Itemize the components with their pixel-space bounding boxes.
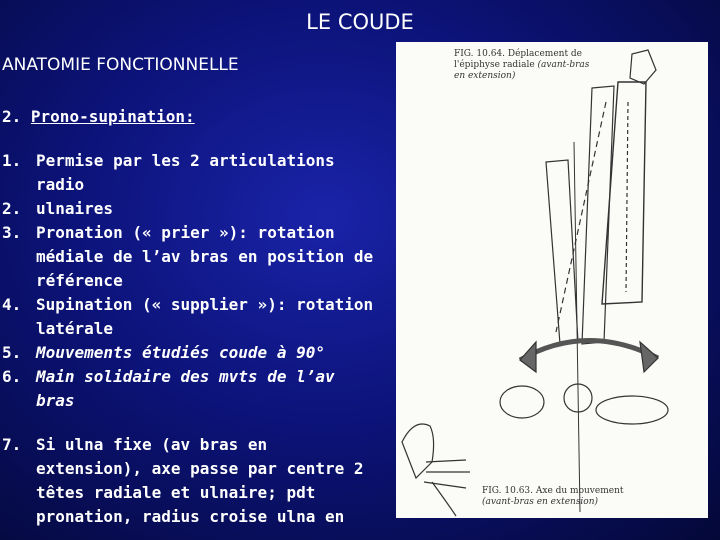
item-number: 6. [2, 367, 22, 386]
item-text: ulnaires [36, 199, 114, 218]
list-item [2, 149, 374, 197]
caption-bottom-line2: (avant-bras en extension) [482, 497, 599, 507]
list-item [2, 341, 374, 365]
section-number: 2. [2, 107, 22, 126]
item-text: Pronation (« prier »): rotation médiale de l’av bras en position de référence [36, 223, 374, 290]
list-item [2, 197, 374, 221]
caption-bottom-line1: FIG. 10.63. Axe du mouvement [482, 486, 624, 496]
item-number: 2. [2, 199, 22, 218]
item-text: Main solidaire des mvts de l’av bras [36, 367, 335, 410]
figure-caption-bottom [482, 486, 702, 508]
caption-top-line3: en extension) [454, 71, 516, 81]
item-number: 7. [2, 435, 22, 454]
caption-top-line2: l'épiphyse radiale [454, 60, 535, 70]
section-heading [2, 107, 195, 126]
item-text: Supination (« supplier »): rotation latérale [36, 295, 374, 338]
section-label: Prono-supination: [30, 107, 195, 126]
list-item [2, 433, 374, 529]
item-text: Si ulna fixe (av bras en extension), axe passe par centre 2 têtes radiale et ulnaire; pdt pronation, radius croise ulna en [36, 435, 364, 526]
list-item [2, 221, 374, 293]
slide-subtitle: ANATOMIE FONCTIONNELLE [2, 55, 239, 75]
item-number: 5. [2, 343, 22, 362]
caption-top-italic2: (avant-bras [537, 60, 590, 70]
slide-title: LE COUDE [306, 10, 414, 34]
item-number: 4. [2, 295, 22, 314]
bullet-list [2, 149, 374, 529]
caption-top-line1: FIG. 10.64. Déplacement de [454, 49, 583, 59]
item-text: Mouvements étudiés coude à 90° [36, 343, 325, 362]
item-number: 1. [2, 151, 22, 170]
list-item [2, 293, 374, 341]
list-item [2, 365, 374, 413]
item-number: 3. [2, 223, 22, 242]
anatomy-figure [396, 42, 708, 518]
item-text: Permise par les 2 articulations radio [36, 151, 335, 194]
forearm-bone-drawing [396, 42, 708, 518]
